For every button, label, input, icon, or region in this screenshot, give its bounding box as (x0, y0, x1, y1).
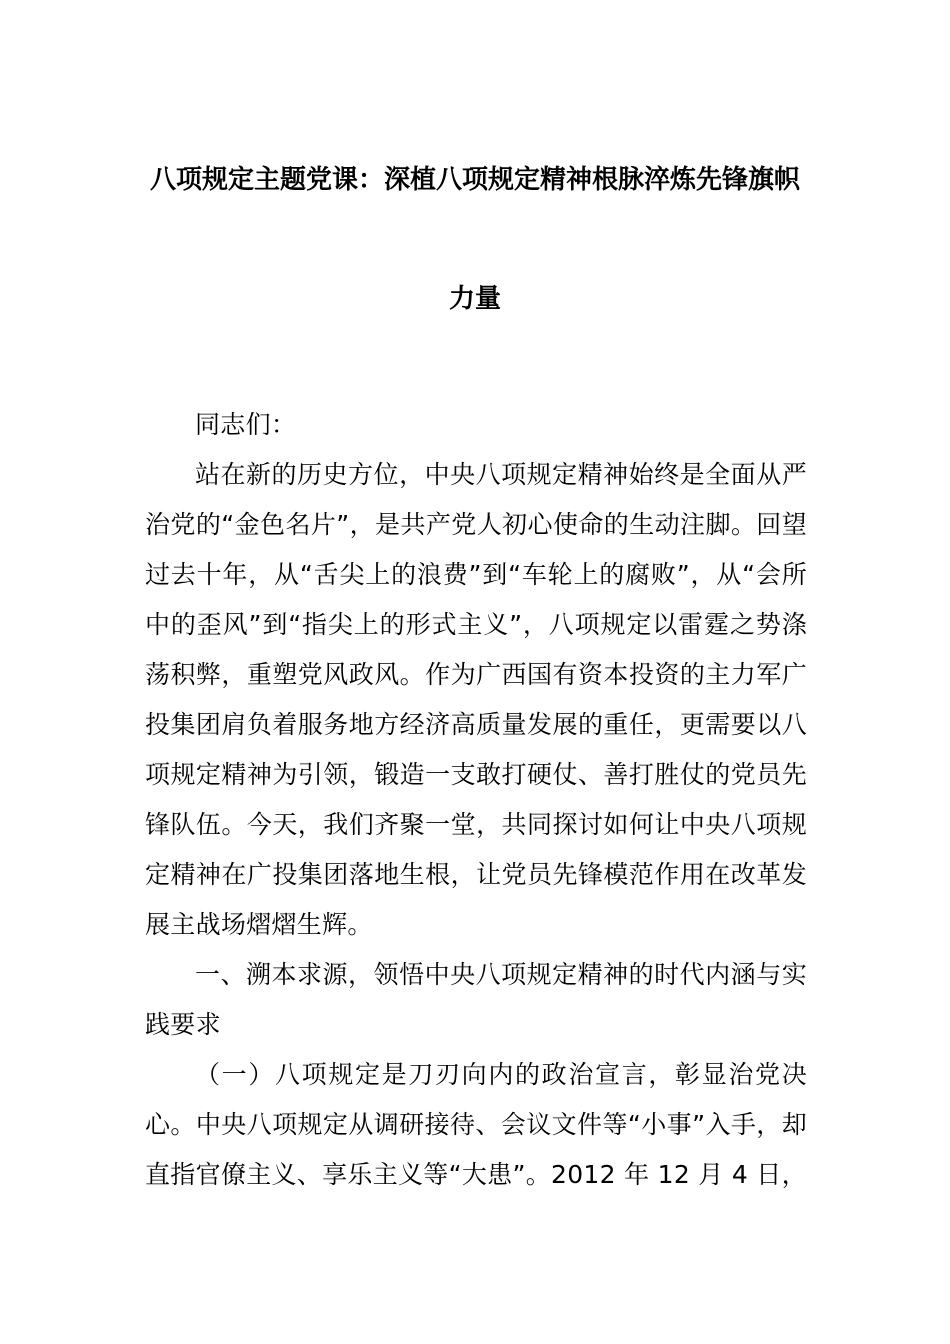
subsection-paragraph-1: （一）八项规定是刀刃向内的政治宣言，彰显治党决心。中央八项规定从调研接待、会议文件等“小事”入手，却直指官僚主义、享乐主义等“大患”。2012 年 12 月 4 日， (145, 1060, 807, 1189)
document-title-line-2: 力量 (448, 284, 501, 314)
document-body (145, 400, 807, 1200)
intro-paragraph: 站在新的历史方位，中央八项规定精神始终是全面从严治党的“金色名片”，是共产党人初心使命的生动注脚。回望过去十年，从“舌尖上的浪费”到“车轮上的腐败”，从“会所中的歪风”到“指尖上的形式主义”，八项规定以雷霆之势涤荡积弊，重塑党风政风。作为广西国有资本投资的主力军广投集团肩负着服务地方经济高质量发展的重任，更需要以八项规定精神为引领，锻造一支敢打硬仗、善打胜仗的党员先锋队伍。今天，我们齐聚一堂，共同探讨如何让中央八项规定精神在广投集团落地生根，让党员先锋模范作用在改革发展主战场熠熠生辉。 (145, 460, 807, 939)
greeting: 同志们： (195, 410, 297, 439)
document-title-line-1: 八项规定主题党课：深植八项规定精神根脉淬炼先锋旗帜 (149, 165, 800, 195)
section-heading-1: 一、溯本求源，领悟中央八项规定精神的时代内涵与实践要求 (145, 960, 807, 1039)
